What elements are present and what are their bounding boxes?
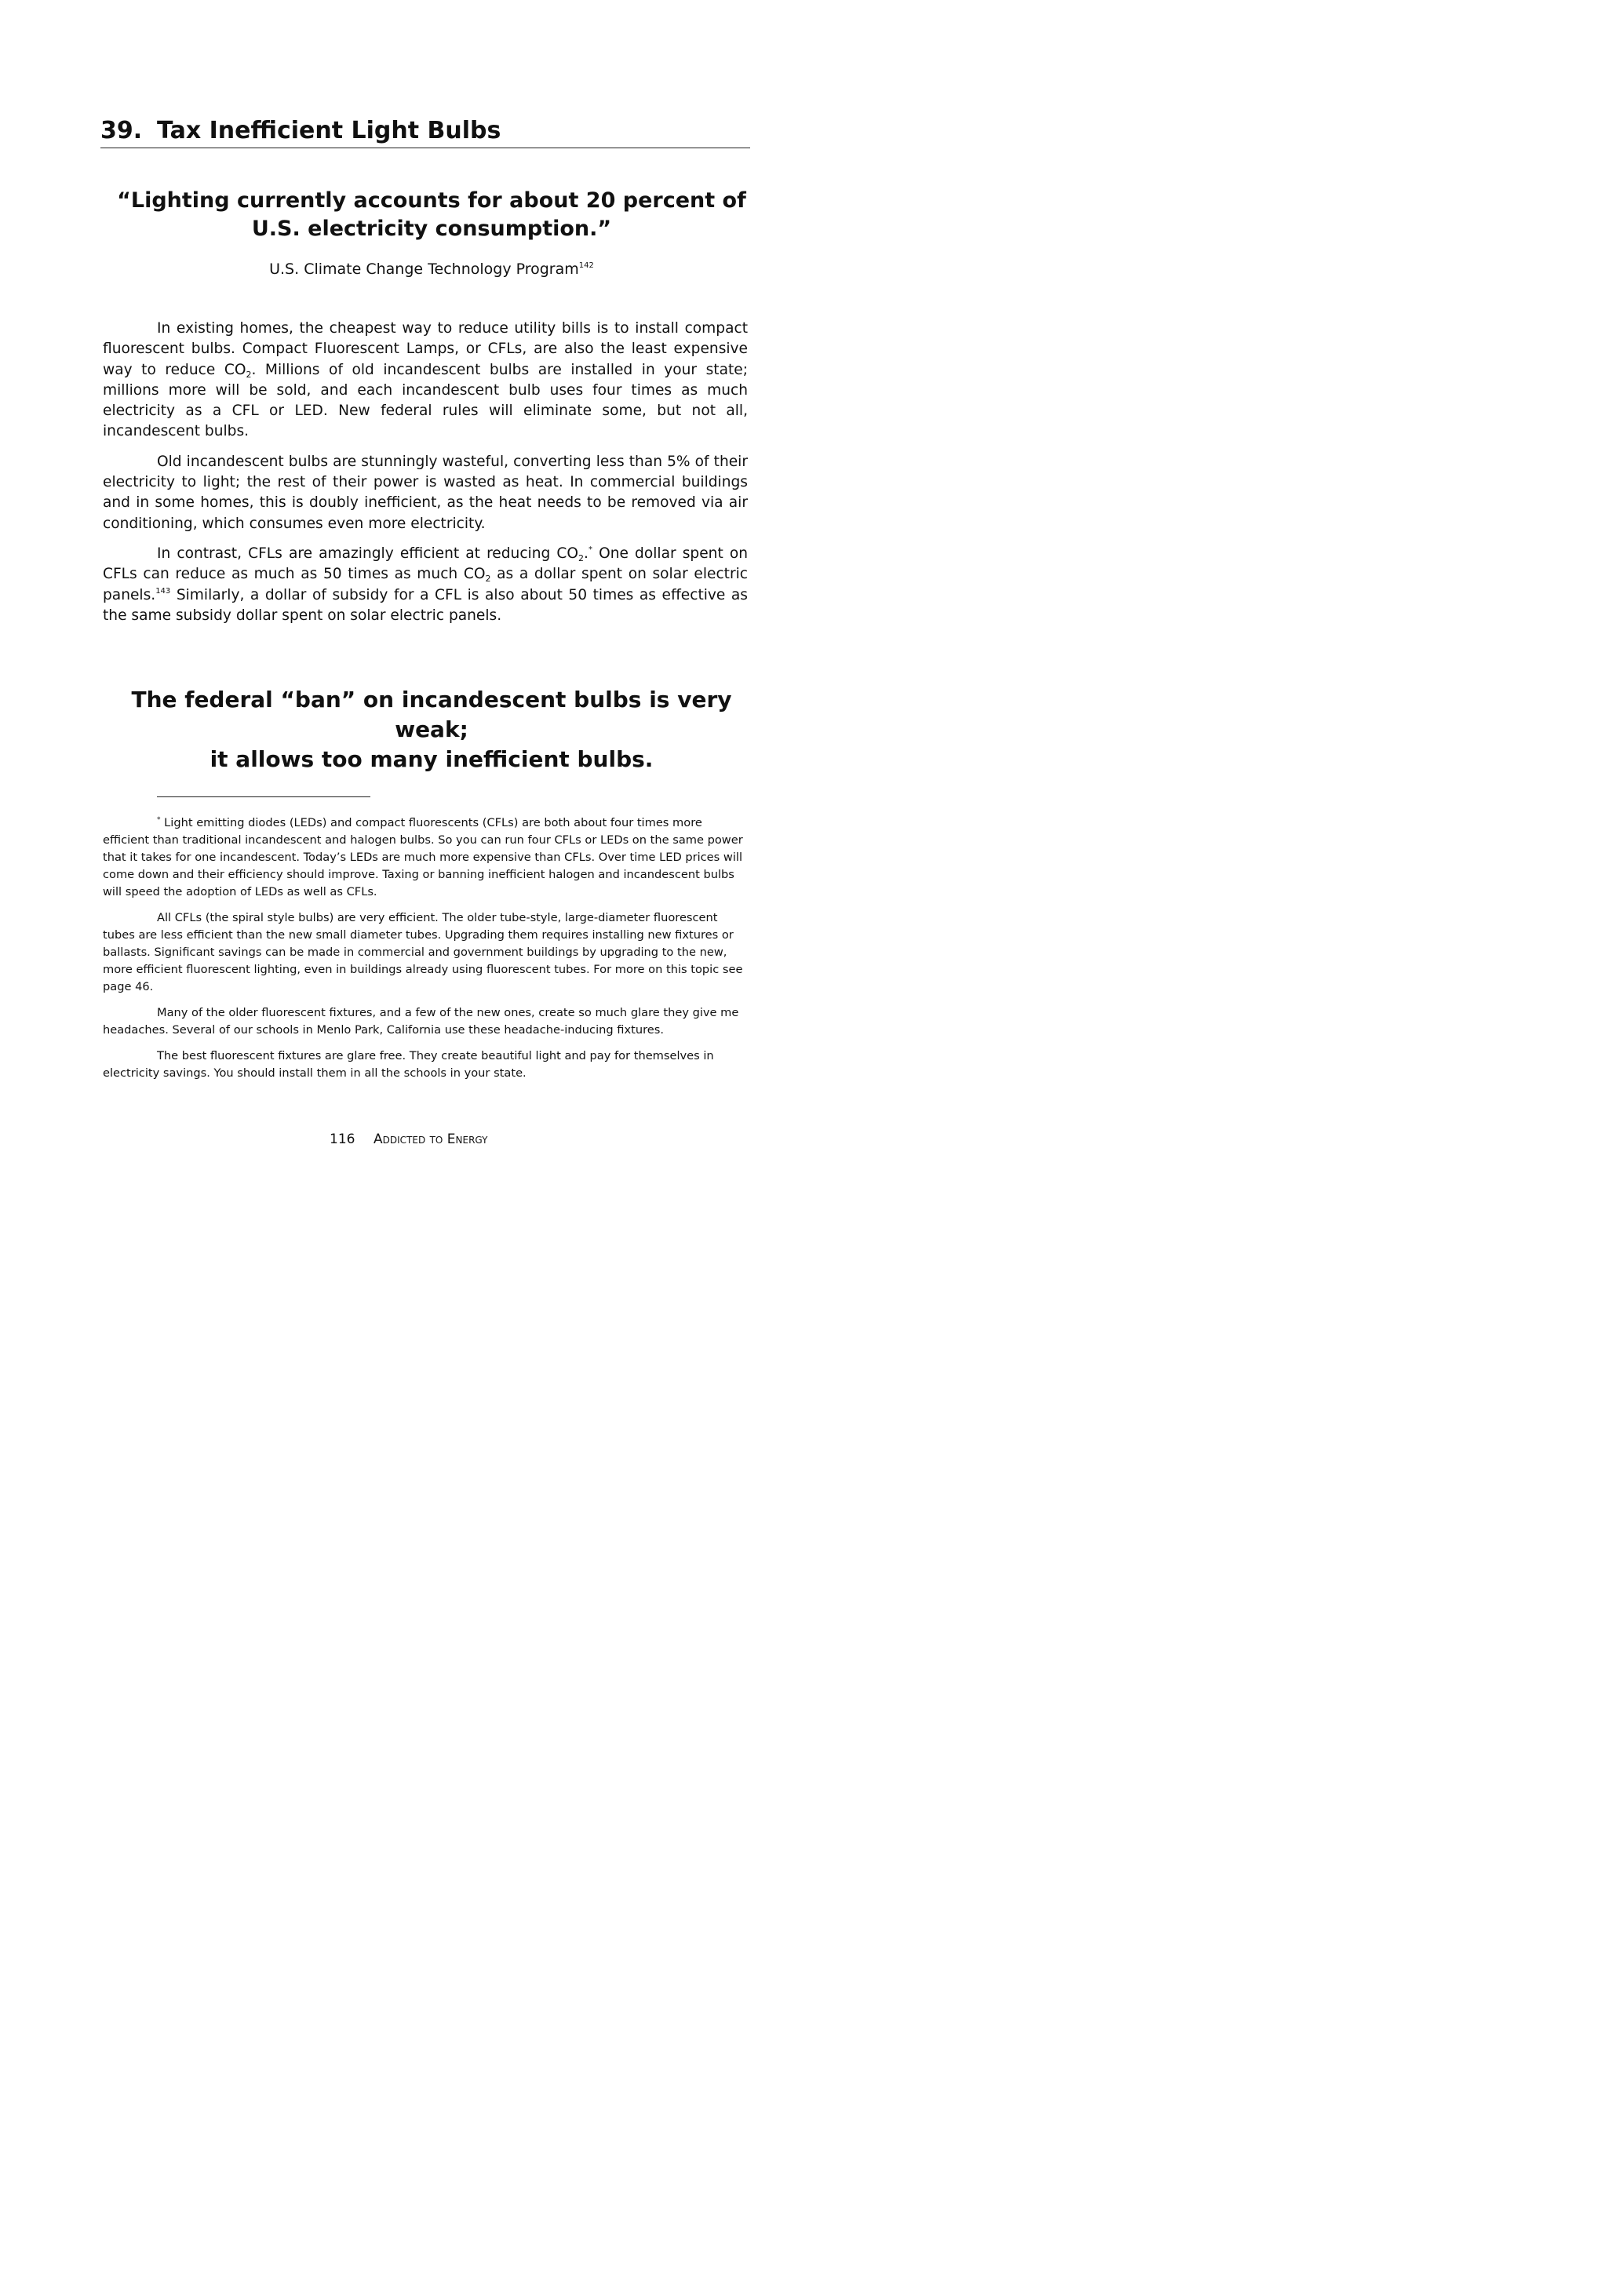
subscript: 2 bbox=[485, 574, 491, 585]
footnote: All CFLs (the spiral style bulbs) are very efficient. The older tube-style, large-diameter fluorescent tubes are less efficient than the new small diameter tubes. Upgrading them requires installing new fixtures or ballasts. Significant savings can be made in commercial and government buildings by upgrading to the new, more efficient fluorescent lighting, even in buildings already using fluorescent tubes. For more on this topic see page 46. bbox=[103, 911, 743, 993]
paragraph bbox=[103, 544, 748, 626]
text-run: . bbox=[584, 545, 589, 562]
body-text bbox=[103, 319, 748, 636]
running-title: Addicted to Energy bbox=[374, 1132, 488, 1147]
page-footer bbox=[330, 1130, 534, 1149]
footnote-marker: * bbox=[588, 545, 592, 554]
footnote bbox=[103, 815, 746, 901]
chapter-title: Tax Inefficient Light Bulbs bbox=[157, 117, 501, 144]
paragraph: Old incandescent bulbs are stunningly wasteful, converting less than 5% of their electricity to light; the rest of their power is wasted as heat. In commercial buildings and in some homes, this is doubly inefficient, as the heat needs to be removed via air conditioning, which consumes even more electricity. bbox=[103, 453, 748, 532]
text-run: Similarly, a dollar of subsidy for a CFL is also about 50 times as effective as the same subsidy dollar spent on solar electric panels. bbox=[103, 586, 748, 624]
footnote-divider bbox=[157, 796, 370, 797]
text-run: In contrast, CFLs are amazingly efficient at reducing CO bbox=[157, 545, 579, 562]
footnote-text: Light emitting diodes (LEDs) and compact fluorescents (CFLs) are both about four times more efficient than traditional incandescent and halogen bulbs. So you can run four CFLs or LEDs on the same power that it takes for one incandescent. Today’s LEDs are much more expensive than CFLs. Over time LED prices will come down and their efficiency should improve. Taxing or banning inefficient halogen and incandescent bulbs will speed the adoption of LEDs as well as CFLs. bbox=[103, 816, 743, 898]
book-page bbox=[0, 0, 863, 1221]
text-run: as a dollar spent on solar electric panels. bbox=[103, 566, 748, 603]
callout-heading bbox=[100, 685, 763, 774]
epigraph-quote bbox=[100, 187, 763, 243]
footnote-marker: * bbox=[157, 816, 161, 824]
text-run: In existing homes, the cheapest way to reduce utility bills is to install compact fluorescent bulbs. Compact Fluorescent Lamps, or CFLs, are also the least expensive way to reduce CO bbox=[103, 320, 748, 378]
chapter-number: 39. bbox=[100, 117, 143, 144]
quote-line: “Lighting currently accounts for about 20 percent of bbox=[117, 188, 746, 213]
footnote: The best fluorescent fixtures are glare free. They create beautiful light and pay for themselves in electricity savings. You should install them in all the schools in your state. bbox=[103, 1049, 714, 1080]
paragraph bbox=[103, 319, 748, 443]
text-run: . Millions of old incandescent bulbs are installed in your state; millions more will be sold, and each incandescent bulb uses four times as much electricity as a CFL or LED. New federal rules will eliminate some, but not all, incandescent bulbs. bbox=[103, 361, 748, 440]
endnote-ref: 142 bbox=[578, 261, 594, 270]
callout-line: it allows too many inefficient bulbs. bbox=[210, 746, 654, 772]
chapter-heading bbox=[100, 115, 750, 148]
quote-line: U.S. electricity consumption.” bbox=[251, 217, 612, 241]
endnote-ref: 143 bbox=[155, 586, 171, 596]
quote-source: U.S. Climate Change Technology Program bbox=[269, 261, 579, 278]
quote-attribution bbox=[100, 257, 763, 281]
footnotes bbox=[103, 815, 746, 1091]
footnote: Many of the older fluorescent fixtures, and a few of the new ones, create so much glare they give me headaches. Several of our schools in Menlo Park, California use these headache-inducing fixtures. bbox=[103, 1006, 739, 1037]
page-number: 116 bbox=[330, 1132, 355, 1147]
subscript: 2 bbox=[578, 552, 585, 563]
subscript: 2 bbox=[246, 369, 252, 380]
text-run: One dollar spent on CFLs can reduce as much as 50 times as much CO bbox=[103, 545, 749, 583]
callout-line: The federal “ban” on incandescent bulbs is very weak; bbox=[131, 687, 732, 742]
